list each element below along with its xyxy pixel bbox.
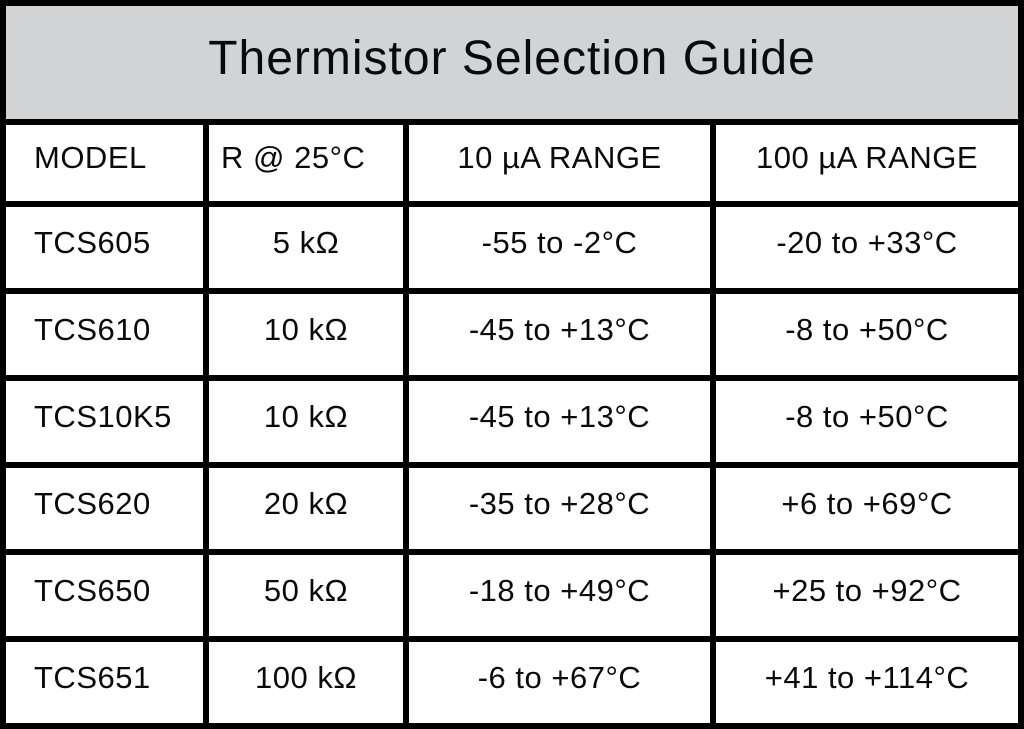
cell-range-10ua: -18 to +49°C <box>403 549 710 636</box>
cell-model: TCS610 <box>6 288 203 375</box>
cell-range-10ua: -45 to +13°C <box>403 288 710 375</box>
cell-model: TCS605 <box>6 201 203 288</box>
cell-model: TCS620 <box>6 462 203 549</box>
table-title: Thermistor Selection Guide <box>208 32 816 85</box>
cell-resistance: 5 kΩ <box>203 201 403 288</box>
cell-resistance: 100 kΩ <box>203 636 403 723</box>
table-grid <box>6 125 1018 723</box>
cell-model: TCS650 <box>6 549 203 636</box>
cell-model: TCS651 <box>6 636 203 723</box>
cell-range-100ua: +6 to +69°C <box>710 462 1018 549</box>
column-header-model: MODEL <box>6 125 203 201</box>
cell-resistance: 20 kΩ <box>203 462 403 549</box>
cell-range-10ua: -55 to -2°C <box>403 201 710 288</box>
cell-range-10ua: -6 to +67°C <box>403 636 710 723</box>
cell-resistance: 10 kΩ <box>203 375 403 462</box>
cell-resistance: 50 kΩ <box>203 549 403 636</box>
cell-range-100ua: -20 to +33°C <box>710 201 1018 288</box>
cell-range-10ua: -45 to +13°C <box>403 375 710 462</box>
cell-range-100ua: +41 to +114°C <box>710 636 1018 723</box>
cell-range-100ua: -8 to +50°C <box>710 288 1018 375</box>
cell-model: TCS10K5 <box>6 375 203 462</box>
cell-resistance: 10 kΩ <box>203 288 403 375</box>
table-title-band <box>6 6 1018 125</box>
column-header-r-at-25c: R @ 25°C <box>203 125 403 201</box>
column-header-10ua-range: 10 µA RANGE <box>403 125 710 201</box>
cell-range-10ua: -35 to +28°C <box>403 462 710 549</box>
column-header-100ua-range: 100 µA RANGE <box>710 125 1018 201</box>
cell-range-100ua: +25 to +92°C <box>710 549 1018 636</box>
cell-range-100ua: -8 to +50°C <box>710 375 1018 462</box>
